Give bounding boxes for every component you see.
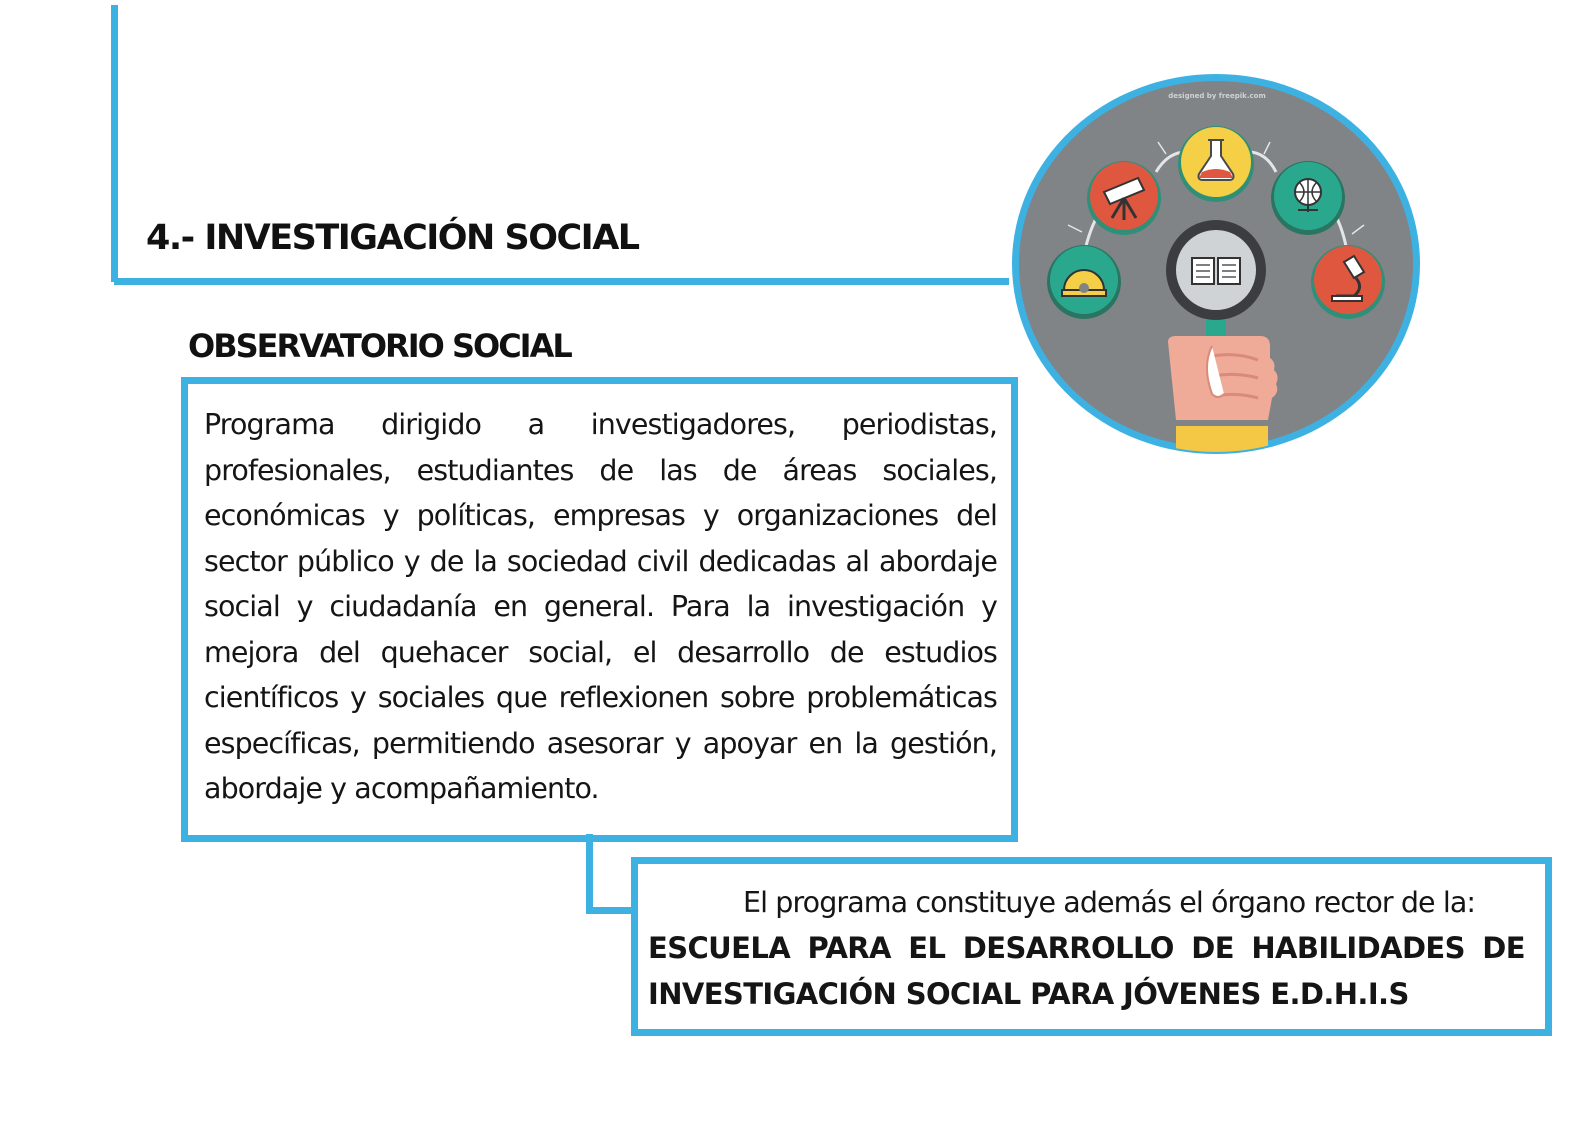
governing-body-content [648,880,1525,1017]
connector-horizontal [586,907,636,914]
school-name: ESCUELA PARA EL DESARROLLO DE HABILIDADES DE INVESTIGACIÓN SOCIAL PARA JÓVENES E.D.H.I.S [648,931,1525,1011]
governing-body-intro: El programa constituye además el órgano rector de la: [743,886,1476,919]
flask-icon [1178,126,1254,202]
illustration-credit: designed by freepik.com [1168,92,1266,100]
left-bracket-line [111,5,118,282]
telescope-icon [1087,161,1161,235]
program-description-text: Programa dirigido a investigadores, periodistas, profesionales, estudiantes de las de áreas sociales, económicas y políticas, empresas y organizaciones del sector público y de la sociedad civil dedicadas al abordaje social y ciudadanía en general. Para la investigación y mejora del quehacer social, el desarrollo de estudios científicos y sociales que reflexionen sobre problemáticas específicas, permitiendo asesorar y apoyar en la gestión, abordaje y acompañamiento. [204,408,997,805]
connector-vertical [586,834,593,914]
protractor-icon [1047,245,1121,319]
section-underline [114,278,1009,285]
section-title: 4.- INVESTIGACIÓN SOCIAL [146,218,639,258]
globe-icon [1271,161,1345,235]
research-illustration [1008,70,1424,458]
hand-icon [1168,336,1278,456]
subsection-title: OBSERVATORIO SOCIAL [188,327,571,365]
microscope-icon [1311,245,1385,319]
